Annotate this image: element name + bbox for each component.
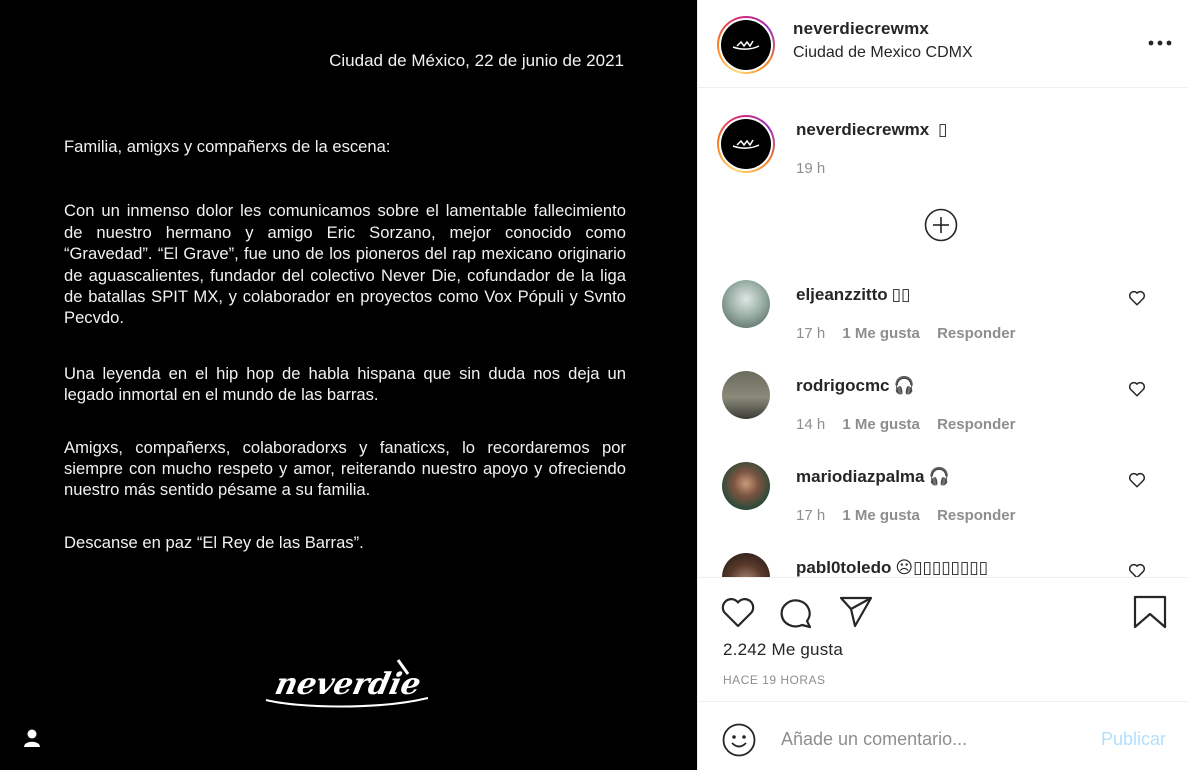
comment-text (796, 558, 988, 577)
comments-area[interactable] (698, 89, 1188, 577)
avatar[interactable] (722, 553, 770, 577)
comment-body: ☹▯▯▯▯▯▯▯▯ (895, 558, 988, 577)
comment-likes[interactable]: 1 Me gusta (842, 416, 920, 433)
comment-item (698, 371, 1188, 459)
comment-item (698, 553, 1188, 577)
caption-time[interactable]: 19 h (796, 160, 826, 177)
comment-likes[interactable]: 1 Me gusta (842, 325, 920, 342)
reply-button[interactable]: Responder (937, 507, 1016, 524)
post-actions (698, 577, 1188, 701)
comment-meta (796, 507, 1028, 524)
letter-paragraph: Amigxs, compañerxs, colaboradorxs y fanaticxs, lo recordaremos por siempre con mucho respeto y amor, reiterando nuestro apoyo y ofreciendo nuestro más sentido pésame a su familia. (64, 437, 626, 500)
more-options-icon (1148, 40, 1172, 46)
heart-icon[interactable] (1128, 471, 1146, 489)
comment-time[interactable]: 14 h (796, 416, 826, 433)
comment-text (796, 376, 915, 396)
heart-icon[interactable] (1128, 380, 1146, 398)
avatar[interactable] (722, 462, 770, 510)
emoji-smile-icon[interactable] (722, 723, 756, 757)
letter-date: Ciudad de México, 22 de junio de 2021 (329, 51, 624, 70)
avatar[interactable] (717, 115, 775, 173)
letter-body (64, 136, 626, 574)
reply-button[interactable]: Responder (937, 416, 1016, 433)
avatar[interactable] (717, 16, 775, 74)
header-username[interactable]: neverdiecrewmx (793, 19, 930, 38)
publish-button[interactable]: Publicar (1100, 729, 1166, 749)
comment-time[interactable]: 17 h (796, 507, 826, 524)
comment-body: ▯▯ (891, 285, 911, 304)
heart-icon[interactable] (720, 595, 756, 629)
letter-greeting: Familia, amigxs y compañerxs de la escena: (64, 137, 391, 156)
avatar[interactable] (722, 371, 770, 419)
comment-item (698, 280, 1188, 368)
comment-meta (796, 325, 1028, 342)
avatar[interactable] (722, 280, 770, 328)
likes-count[interactable]: 2.242 Me gusta (723, 640, 843, 659)
caption-username[interactable]: neverdiecrewmx (796, 120, 930, 139)
comment-username[interactable]: mariodiazpalma (796, 467, 925, 486)
comment-username[interactable]: pabl0toledo (796, 558, 892, 577)
reply-button[interactable]: Responder (937, 325, 1016, 342)
comment-username[interactable]: rodrigocmc (796, 376, 890, 395)
comment-body: 🎧 (928, 467, 950, 486)
neverdie-logo-icon (731, 137, 761, 151)
heart-icon[interactable] (1128, 289, 1146, 307)
post-timestamp[interactable]: HACE 19 HORAS (723, 673, 826, 687)
caption-text: ▯ (937, 120, 948, 139)
post-header (698, 0, 1188, 88)
comment-time[interactable]: 17 h (796, 325, 826, 342)
plus-circle-icon[interactable] (924, 208, 958, 242)
comment-item (698, 462, 1188, 550)
svg-text:neverdie: neverdie (271, 667, 424, 702)
comment-likes[interactable]: 1 Me gusta (842, 507, 920, 524)
heart-icon[interactable] (1128, 562, 1146, 577)
post-side-panel (697, 0, 1188, 770)
comment-input[interactable] (781, 724, 1071, 754)
comment-box (698, 701, 1188, 770)
paper-plane-icon[interactable] (838, 595, 874, 629)
letter-paragraph: Una leyenda en el hip hop de habla hispana que sin duda nos deja un legado inmortal en el mundo de las barras. (64, 363, 626, 405)
comment-text (796, 467, 950, 487)
header-location[interactable]: Ciudad de Mexico CDMX (793, 44, 973, 61)
comment-body: 🎧 (893, 376, 915, 395)
comment-text (796, 285, 910, 305)
more-options-button[interactable] (1147, 30, 1173, 54)
comment-bubble-icon[interactable] (778, 595, 814, 629)
letter-paragraph: Con un inmenso dolor les comunicamos sobre el lamentable fallecimiento de nuestro hermano y amigo Eric Sorzano, mejor conocido como “Gravedad”. “El Grave”, fue uno de los pioneros del rap mexicano originario de aguascalientes, fundador del colectivo Never Die, cofundador de la liga de batallas SPIT MX, y colaborador en proyectos como Vox Pópuli y Svnto Pecvdo. (64, 201, 626, 328)
comment-meta (796, 416, 1028, 433)
neverdie-logo-icon (731, 38, 761, 52)
letter-closing: Descanse en paz “El Rey de las Barras”. (64, 532, 364, 552)
comment-username[interactable]: eljeanzzitto (796, 285, 888, 304)
neverdie-logo (258, 656, 434, 716)
caption (796, 120, 947, 140)
user-tag-icon[interactable] (21, 727, 43, 749)
bookmark-icon[interactable] (1132, 595, 1168, 629)
